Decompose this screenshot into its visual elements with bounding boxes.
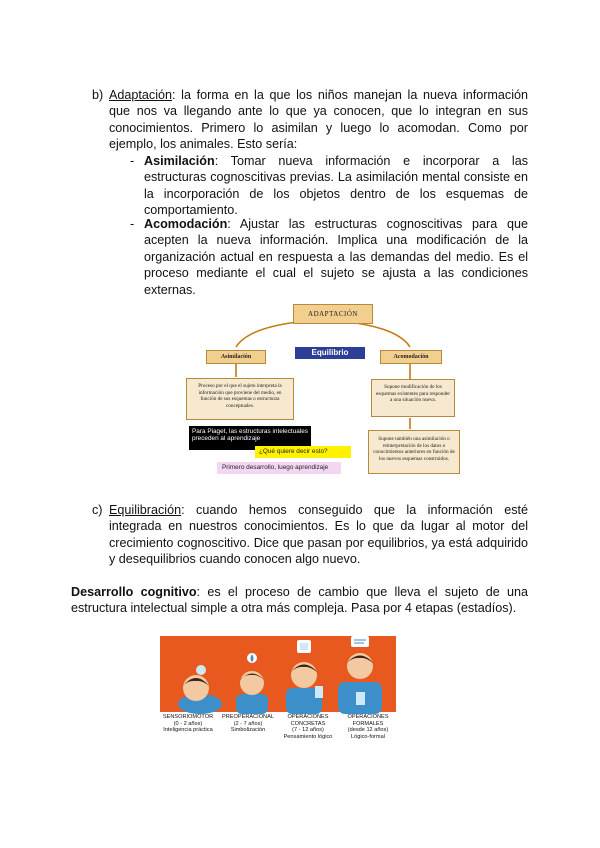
bullet-dash: - xyxy=(130,154,135,168)
equilibracion-paragraph xyxy=(109,502,528,568)
diagram-right-title: Acomodación xyxy=(380,350,442,364)
desarrollo-text: : es el proceso de cambio que lleva el sujeto de una estructura intelectual simple a otra más compleja. Pasa por 4 etapas (estadíos). xyxy=(71,585,528,616)
acomodacion-term: Acomodación xyxy=(144,217,228,231)
diagram-right-desc2: Supone también una asimilación o reinterpretación de los datos o conocimientos anteriores en función de los nuevos esquemas construidos. xyxy=(368,430,460,474)
equilibracion-term: Equilibración xyxy=(109,503,182,517)
stages-illustration xyxy=(160,636,396,749)
diagram-center-box: Equilibrio xyxy=(295,347,365,359)
stage-age: (2 - 7 años) xyxy=(233,720,263,727)
note-pink: Primero desarrollo, luego aprendizaje xyxy=(217,462,341,474)
diagram-top-box: ADAPTACIÓN xyxy=(293,304,373,324)
bullet-dash: - xyxy=(130,217,135,231)
stage-desc: Simbolización xyxy=(230,727,266,734)
stage-formales xyxy=(340,714,396,740)
stage-age: (7 - 12 años) xyxy=(292,727,324,734)
stage-name: OPERACIONES FORMALES xyxy=(347,714,389,727)
stage-name: OPERACIONES CONCRETAS xyxy=(287,714,329,727)
stage-age: (desde 12 años) xyxy=(347,727,389,734)
asimilacion-text: : Tomar nueva información e incorporar a las estructuras cognoscitivas previas. La asimilación mental consiste en la incorporación de los objetos dentro de los esquemas de comportamiento. xyxy=(144,154,528,218)
adaptacion-paragraph xyxy=(109,87,528,153)
stage-preoperacional xyxy=(220,714,276,734)
note-black: Para Piaget, las estructuras intelectuales preceden al aprendizaje xyxy=(189,426,311,450)
arrow-right xyxy=(348,322,410,347)
list-marker-c: c) xyxy=(92,503,103,517)
stage-concretas xyxy=(280,714,336,740)
diagram-left-desc: Proceso por el que el sujeto interpreta la información que proviene del medio, en función de sus esquemas o estructuras conceptuales. xyxy=(186,378,294,420)
equilibracion-text: : cuando hemos conseguido que la información esté integrada en nuestros conocimientos. Es lo que da lugar al motor del crecimiento cognoscitivo. Dice que pasan por equilibrios, ya está adquirido y desequilibrios cuando conocen algo nuevo. xyxy=(109,503,528,567)
stage-name: PREOPERACIONAL xyxy=(222,714,274,720)
acomodacion-paragraph xyxy=(144,216,528,298)
note-yellow: ¿Qué quiere decir esto? xyxy=(255,446,351,458)
stage-name: SENSORIOMOTOR xyxy=(162,714,214,720)
diagram-left-title: Asimilación xyxy=(206,350,266,364)
adaptation-diagram xyxy=(178,300,468,480)
stage-age: (0 - 2 años) xyxy=(173,720,203,727)
desarrollo-term: Desarrollo cognitivo xyxy=(71,585,197,599)
stage-sensoriomotor xyxy=(160,714,216,734)
adaptacion-term: Adaptación xyxy=(109,88,173,102)
list-marker-b: b) xyxy=(92,88,104,102)
stage-desc: Inteligencia práctica xyxy=(163,727,213,734)
desarrollo-paragraph xyxy=(71,584,528,617)
stage-desc: Pensamiento lógico xyxy=(283,733,333,740)
acomodacion-text: : Ajustar las estructuras cognoscitivas para que acepten la nueva información. Implica una modificación de la organización actual en respuesta a las demandas del medio. Es el proceso mediante el cual el sujeto se ajusta a las condiciones externas. xyxy=(144,217,528,297)
diagram-right-desc1: Supone modificación de los esquemas existentes para responder a una situación nueva. xyxy=(371,379,455,417)
stage-desc: Lógico-formal xyxy=(351,733,385,740)
adaptacion-text: : la forma en la que los niños manejan la nueva información que nos va llegando ante lo que ya conocen, que lo integran en sus conocimientos. Primero lo asimilan y luego lo acomodan. Como por ejemplo, los animales. Esto sería: xyxy=(109,88,528,152)
arrow-left xyxy=(236,322,298,347)
asimilacion-term: Asimilación xyxy=(144,154,215,168)
asimilacion-paragraph xyxy=(144,153,528,219)
